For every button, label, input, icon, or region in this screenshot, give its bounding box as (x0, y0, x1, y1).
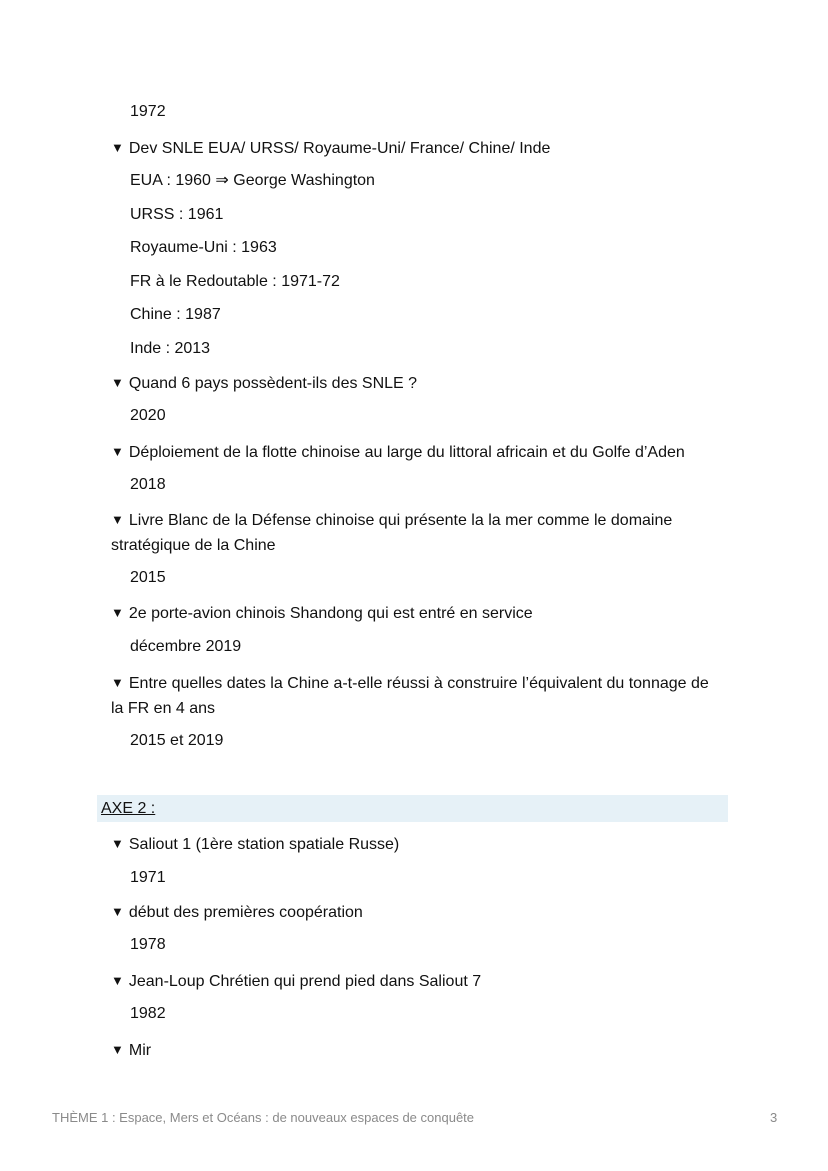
question-text: Mir (128, 1042, 152, 1059)
toggle-triangle-icon[interactable]: ▼ (111, 605, 124, 620)
toggle-triangle-icon[interactable]: ▼ (111, 1042, 124, 1057)
answer-text: 1972 (130, 103, 166, 120)
toggle-triangle-icon[interactable]: ▼ (111, 836, 124, 851)
question-text: Saliout 1 (1ère station spatiale Russe) (128, 836, 400, 853)
toggle-item[interactable] (111, 670, 723, 721)
toggle-triangle-icon[interactable]: ▼ (111, 375, 124, 390)
answer-text: décembre 2019 (130, 638, 242, 655)
toggle-item[interactable] (111, 507, 723, 558)
answer-text: FR à le Redoutable : 1971-72 (130, 273, 340, 290)
answer-text: 1971 (130, 869, 166, 886)
question-text: Déploiement de la flotte chinoise au large du littoral africain et du Golfe d’Aden (128, 444, 685, 461)
question-text: début des premières coopération (128, 904, 363, 921)
answer-text: 1978 (130, 936, 166, 953)
toggle-item[interactable] (111, 135, 723, 161)
question-text: Jean-Loup Chrétien qui prend pied dans Saliout 7 (128, 973, 482, 990)
toggle-item[interactable] (111, 370, 723, 396)
question-text: Entre quelles dates la Chine a-t-elle réussi à construire l’équivalent du tonnage de la FR en 4 ans (111, 675, 709, 717)
section-heading: AXE 2 : (101, 800, 156, 817)
answer-text: 2015 (130, 569, 166, 586)
answer-text: 2015 et 2019 (130, 732, 224, 749)
answer-text: 2018 (130, 476, 166, 493)
question-text: 2e porte-avion chinois Shandong qui est entré en service (128, 605, 533, 622)
answer-text: 2020 (130, 407, 166, 424)
footer-title: THÈME 1 : Espace, Mers et Océans : de nouveaux espaces de conquête (52, 1110, 475, 1125)
answer-text: 1982 (130, 1005, 166, 1022)
toggle-triangle-icon[interactable]: ▼ (111, 140, 124, 155)
toggle-triangle-icon[interactable]: ▼ (111, 512, 124, 527)
page-number: 3 (770, 1110, 778, 1125)
toggle-item[interactable] (111, 899, 723, 925)
toggle-triangle-icon[interactable]: ▼ (111, 904, 124, 919)
answer-text: URSS : 1961 (130, 206, 224, 223)
question-text: Livre Blanc de la Défense chinoise qui présente la la mer comme le domaine stratégique de la Chine (111, 512, 673, 554)
answer-text: Inde : 2013 (130, 340, 211, 357)
section-highlight (97, 795, 728, 822)
toggle-item[interactable] (111, 439, 723, 465)
toggle-item[interactable] (111, 600, 723, 626)
toggle-triangle-icon[interactable]: ▼ (111, 675, 124, 690)
question-text: Dev SNLE EUA/ URSS/ Royaume-Uni/ France/ Chine/ Inde (128, 140, 551, 157)
answer-text: Royaume-Uni : 1963 (130, 239, 277, 256)
toggle-item[interactable] (111, 831, 723, 857)
toggle-item[interactable] (111, 968, 723, 994)
question-text: Quand 6 pays possèdent-ils des SNLE ? (128, 375, 418, 392)
answer-text: EUA : 1960 ⇒ George Washington (130, 172, 375, 189)
toggle-triangle-icon[interactable]: ▼ (111, 444, 124, 459)
toggle-triangle-icon[interactable]: ▼ (111, 973, 124, 988)
answer-text: Chine : 1987 (130, 306, 221, 323)
toggle-item[interactable] (111, 1037, 723, 1063)
